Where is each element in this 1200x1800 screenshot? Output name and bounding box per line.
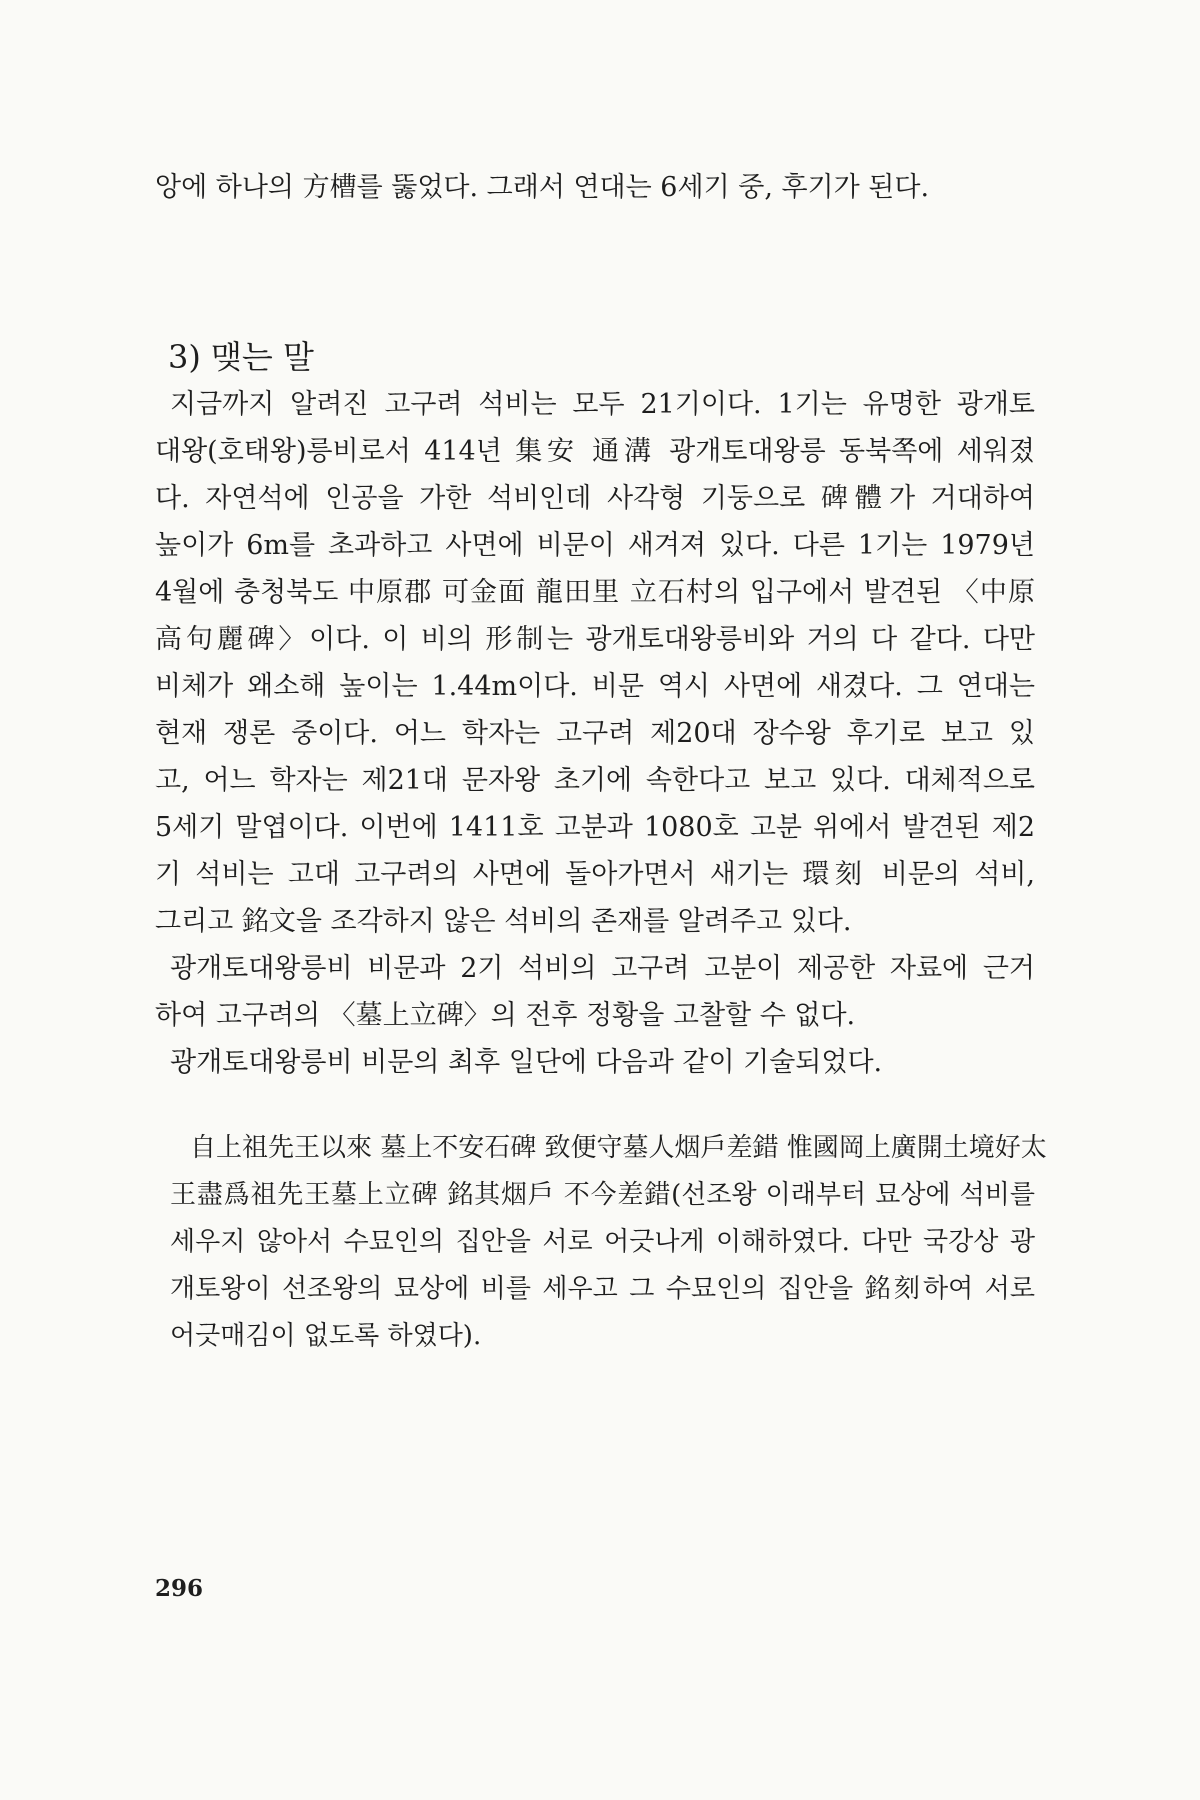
body-line: 高句麗碑〉이다. 이 비의 形制는 광개토대왕릉비와 거의 다 같다. 다만 [155,624,1035,655]
body-line: 그리고 銘文을 조각하지 않은 석비의 존재를 알려주고 있다. [155,906,852,937]
body-line: 비체가 왜소해 높이는 1.44m이다. 비문 역시 사면에 새겼다. 그 연대는 [155,671,1035,702]
quote-line: 王盡爲祖先王墓上立碑 銘其烟戶 不今差錯(선조왕 이래부터 묘상에 석비를 [170,1180,1035,1210]
body-line: 기 석비는 고대 고구려의 사면에 돌아가면서 새기는 環刻 비문의 석비, [155,859,1035,890]
section-heading: 3) 맺는 말 [168,338,314,376]
quote-line: 개토왕이 선조왕의 묘상에 비를 세우고 그 수묘인의 집안을 銘刻하여 서로 [170,1274,1035,1304]
quote-line: 自上祖先王以來 墓上不安石碑 致便守墓人烟戶差錯 惟國岡上廣開土境好太 [190,1133,1047,1163]
body-line: 하여 고구려의 〈墓上立碑〉의 전후 정황을 고찰할 수 없다. [155,1000,856,1031]
body-line: 지금까지 알려진 고구려 석비는 모두 21기이다. 1기는 유명한 광개토 [170,389,1035,420]
intro-line: 앙에 하나의 方槽를 뚫었다. 그래서 연대는 6세기 중, 후기가 된다. [155,172,930,203]
body-line: 고, 어느 학자는 제21대 문자왕 초기에 속한다고 보고 있다. 대체적으로 [155,765,1035,796]
body-line: 현재 쟁론 중이다. 어느 학자는 고구려 제20대 장수왕 후기로 보고 있 [155,718,1035,749]
body-line: 다. 자연석에 인공을 가한 석비인데 사각형 기둥으로 碑體가 거대하여 [155,483,1035,514]
quote-line: 세우지 않아서 수묘인의 집안을 서로 어긋나게 이해하였다. 다만 국강상 광 [170,1227,1035,1257]
body-line: 4월에 충청북도 中原郡 可金面 龍田里 立石村의 입구에서 발견된 〈中原 [155,577,1035,608]
body-line: 높이가 6m를 초과하고 사면에 비문이 새겨져 있다. 다른 1기는 1979년 [155,530,1035,561]
body-line: 광개토대왕릉비 비문과 2기 석비의 고구려 고분이 제공한 자료에 근거 [170,953,1035,984]
body-line: 대왕(호태왕)릉비로서 414년 集安 通溝 광개토대왕릉 동북쪽에 세워졌 [155,436,1035,467]
paragraph-3: 광개토대왕릉비 비문의 최후 일단에 다음과 같이 기술되었다. [170,1047,883,1078]
quote-line: 어긋매김이 없도록 하였다). [170,1321,482,1351]
body-line: 5세기 말엽이다. 이번에 1411호 고분과 1080호 고분 위에서 발견된 제2 [155,812,1035,843]
page-number: 296 [155,1575,204,1602]
